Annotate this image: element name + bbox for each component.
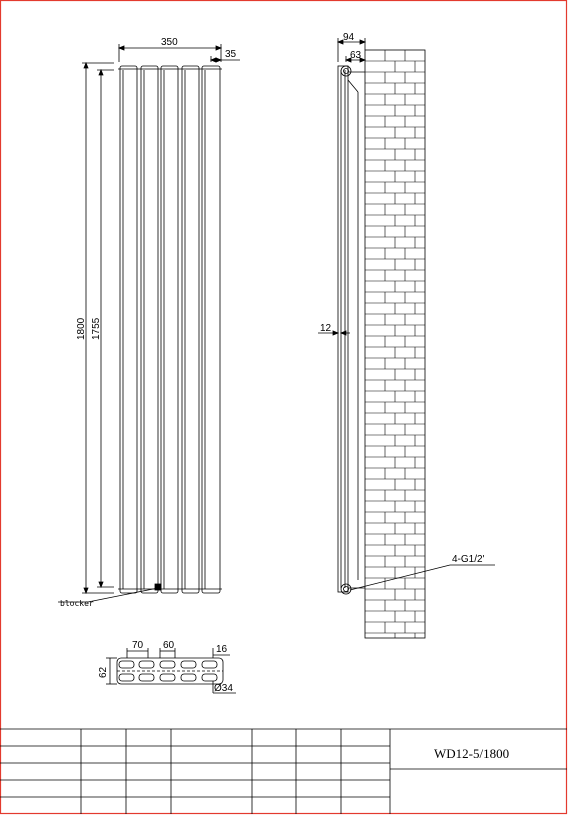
side-view bbox=[318, 38, 495, 638]
radiator-tubes bbox=[118, 66, 222, 593]
section-tube-depth-dim: 62 bbox=[98, 666, 109, 678]
section-tube-gap-dim: 16 bbox=[216, 644, 228, 655]
sheet-border bbox=[1, 1, 567, 814]
model-number: WD12-5/1800 bbox=[434, 746, 510, 761]
front-height-dim: 1800 bbox=[76, 317, 87, 340]
front-width-dim: 350 bbox=[161, 37, 178, 48]
title-block bbox=[0, 729, 567, 814]
brick-pattern bbox=[365, 50, 425, 638]
connection-label: 4-G1/2' bbox=[452, 554, 485, 565]
side-gap-dim: 12 bbox=[320, 323, 332, 334]
front-center-dim: 1755 bbox=[91, 317, 102, 340]
front-tube-pitch-dim: 35 bbox=[225, 49, 237, 60]
blocker-label: blocker bbox=[60, 599, 94, 608]
section-pipe-diameter-dim: Ø34 bbox=[214, 683, 233, 694]
side-wall-offset-dim: 63 bbox=[350, 50, 362, 61]
section-pitch-dim: 70 bbox=[132, 640, 144, 651]
side-depth-dim: 94 bbox=[343, 32, 355, 43]
section-tube-width-dim: 60 bbox=[163, 640, 175, 651]
